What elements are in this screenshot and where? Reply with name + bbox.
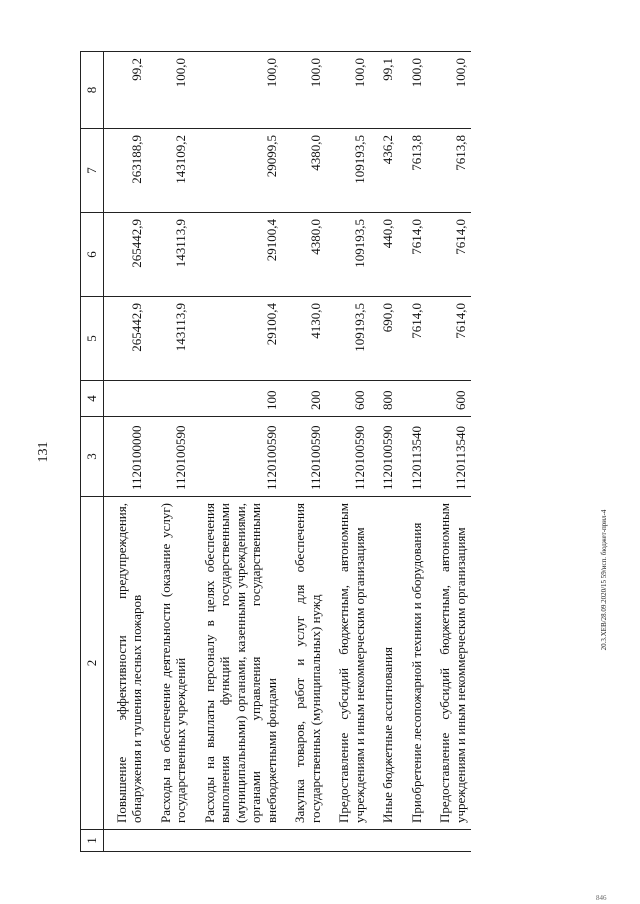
table-row	[282, 52, 326, 852]
row-name: Иные бюджетные ассигнования	[370, 497, 399, 830]
empty-cell	[192, 830, 283, 852]
empty-cell	[370, 830, 399, 852]
row-name: Предоставление субсидий бюджетным, автономным учреждениям и иным некоммерческим организациям	[326, 497, 370, 830]
row-name: Повышение эффективности предупреждения, обнаружения и тушения лесных пожаров	[103, 497, 148, 830]
header-cell: 8	[81, 52, 104, 129]
row-v6: 143113,9	[148, 213, 192, 297]
row-code: 1120113540	[427, 417, 471, 497]
header-cell: 2	[81, 497, 104, 830]
row-vr: 600	[427, 381, 471, 417]
header-cell: 6	[81, 213, 104, 297]
row-v6: 4380,0	[282, 213, 326, 297]
row-v8: 100,0	[192, 52, 283, 129]
rotated-table-container	[80, 52, 560, 852]
row-v6: 7614,0	[399, 213, 428, 297]
empty-cell	[103, 830, 148, 852]
table-row	[427, 52, 471, 852]
row-code: 1120100590	[148, 417, 192, 497]
row-v7: 263188,9	[103, 129, 148, 213]
row-v6: 440,0	[370, 213, 399, 297]
row-v5: 4130,0	[282, 297, 326, 381]
header-cell: 7	[81, 129, 104, 213]
row-code: 1120100590	[282, 417, 326, 497]
row-v8: 99,2	[103, 52, 148, 129]
table-row	[326, 52, 370, 852]
row-v7: 29099,5	[192, 129, 283, 213]
corner-mark: 846	[596, 894, 607, 902]
table-header-row	[81, 52, 104, 852]
budget-table	[80, 51, 471, 852]
row-name: Расходы на выплаты персоналу в целях обеспечения выполнения функций государственными (муниципальными) органами, казенными учреждениями, органами управления государственными внебюджетными фондами	[192, 497, 283, 830]
row-v5: 265442,9	[103, 297, 148, 381]
document-footer-code: 20.3.XEB/28.09.2020/15 59/исп. бюджет-прил-4	[600, 509, 608, 651]
row-v5: 109193,5	[326, 297, 370, 381]
row-code: 1120113540	[399, 417, 428, 497]
row-name: Приобретение лесопожарной техники и оборудования	[399, 497, 428, 830]
header-cell: 4	[81, 381, 104, 417]
row-v8: 100,0	[326, 52, 370, 129]
header-cell: 3	[81, 417, 104, 497]
row-vr	[148, 381, 192, 417]
empty-cell	[282, 830, 326, 852]
row-name: Предоставление субсидий бюджетным, автономным учреждениям и иным некоммерческим организациям	[427, 497, 471, 830]
row-v8: 100,0	[399, 52, 428, 129]
row-code: 1120100000	[103, 417, 148, 497]
row-v5: 7614,0	[427, 297, 471, 381]
row-v7: 143109,2	[148, 129, 192, 213]
row-v8: 100,0	[427, 52, 471, 129]
empty-cell	[326, 830, 370, 852]
row-name: Расходы на обеспечение деятельности (оказание услуг) государственных учреждений	[148, 497, 192, 830]
row-v5: 143113,9	[148, 297, 192, 381]
row-code: 1120100590	[370, 417, 399, 497]
row-v7: 109193,5	[326, 129, 370, 213]
row-vr: 200	[282, 381, 326, 417]
row-v8: 100,0	[282, 52, 326, 129]
row-code: 1120100590	[326, 417, 370, 497]
header-cell: 1	[81, 830, 104, 852]
table-row	[399, 52, 428, 852]
row-vr: 800	[370, 381, 399, 417]
row-v7: 7613,8	[399, 129, 428, 213]
row-name: Закупка товаров, работ и услуг для обеспечения государственных (муниципальных) нужд	[282, 497, 326, 830]
row-v8: 99,1	[370, 52, 399, 129]
table-row	[148, 52, 192, 852]
row-v7: 7613,8	[427, 129, 471, 213]
row-v7: 4380,0	[282, 129, 326, 213]
row-v8: 100,0	[148, 52, 192, 129]
row-v6: 7614,0	[427, 213, 471, 297]
row-v6: 29100,4	[192, 213, 283, 297]
row-v6: 265442,9	[103, 213, 148, 297]
row-v5: 7614,0	[399, 297, 428, 381]
table-row	[192, 52, 283, 852]
empty-cell	[148, 830, 192, 852]
empty-cell	[427, 830, 471, 852]
row-v5: 690,0	[370, 297, 399, 381]
row-v5: 29100,4	[192, 297, 283, 381]
table-row	[103, 52, 148, 852]
row-vr: 600	[326, 381, 370, 417]
row-v7: 436,2	[370, 129, 399, 213]
header-cell: 5	[81, 297, 104, 381]
row-vr	[103, 381, 148, 417]
row-vr: 100	[192, 381, 283, 417]
page-number: 131	[36, 441, 51, 463]
row-v6: 109193,5	[326, 213, 370, 297]
table-row	[370, 52, 399, 852]
row-vr	[399, 381, 428, 417]
row-code: 1120100590	[192, 417, 283, 497]
empty-cell	[399, 830, 428, 852]
